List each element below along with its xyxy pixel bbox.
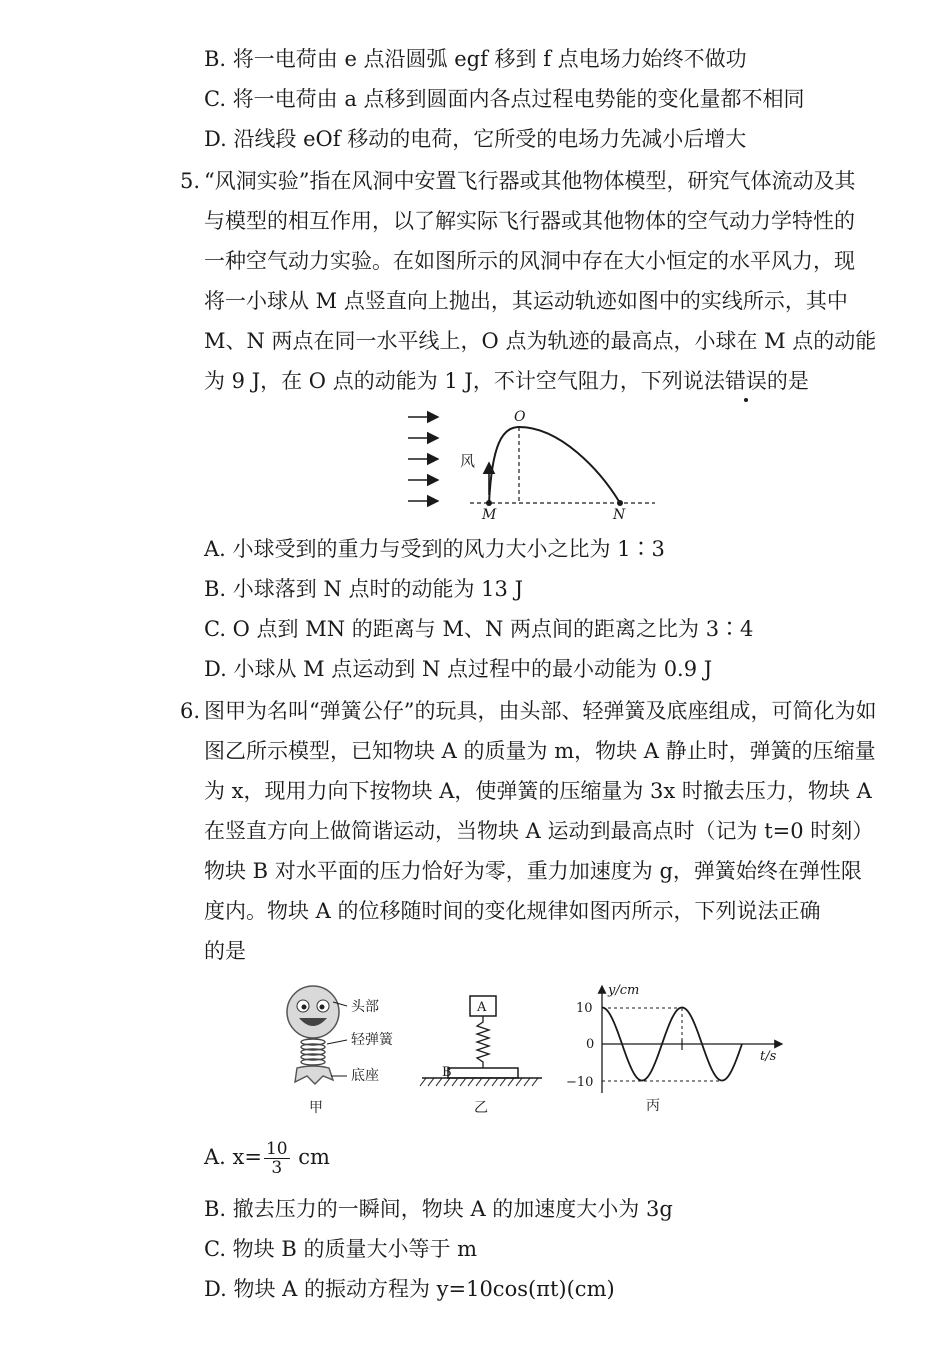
tick-label-zero: 0 xyxy=(586,1037,595,1052)
point-n xyxy=(617,500,623,506)
block-b xyxy=(448,1068,518,1078)
q5-emphasis: 错误 xyxy=(725,366,767,396)
label-spring: 轻弹簧 xyxy=(351,1032,393,1048)
tick-label-bottom: −10 xyxy=(566,1075,594,1090)
q5-option-c: C. O 点到 MN 的距离与 M、N 两点间的距离之比为 3∶4 xyxy=(204,617,754,641)
q6-option-b: B. 撤去压力的一瞬间，物块 A 的加速度大小为 3g xyxy=(204,1197,673,1221)
fraction-ten-thirds: $\frac{10}{3}$ xyxy=(265,1139,288,1178)
q5-line-4: 将一小球从 M 点竖直向上抛出，其运动轨迹如图中的实线所示，其中 xyxy=(204,289,848,313)
q4-option-b: B. 将一电荷由 e 点沿圆弧 egf 移到 f 点电场力始终不做功 xyxy=(204,47,747,71)
caption-jia: 甲 xyxy=(309,1100,323,1116)
q5-wind-tunnel-figure xyxy=(400,405,670,525)
label-a: A xyxy=(477,1000,487,1015)
y-axis-label: y/cm xyxy=(608,983,640,998)
label-n: N xyxy=(613,507,626,523)
toy-head xyxy=(287,986,339,1038)
x-axis-label: t/s xyxy=(760,1049,777,1064)
label-head: 头部 xyxy=(351,999,379,1015)
q6-line-2: 图乙所示模型，已知物块 A 的质量为 m，物块 A 静止时，弹簧的压缩量 xyxy=(204,739,876,763)
q6-option-a xyxy=(204,1140,330,1177)
q5-line-2: 与模型的相互作用，以了解实际飞行器或其他物体的空气动力学特性的 xyxy=(204,209,855,233)
caption-bing: 丙 xyxy=(646,1098,660,1114)
q5-line-1: “风洞实验”指在风洞中安置飞行器或其他物体模型，研究气体流动及其 xyxy=(204,169,856,193)
q6-line-5: 物块 B 对水平面的压力恰好为零，重力加速度为 g，弹簧始终在弹性限 xyxy=(204,859,862,883)
q6-figure-bing xyxy=(560,978,790,1118)
label-m: M xyxy=(482,507,497,523)
wind-arrows xyxy=(408,417,438,501)
q4-option-d: D. 沿线段 eOf 移动的电荷，它所受的电场力先减小后增大 xyxy=(204,127,747,151)
q5-line-3: 一种空气动力实验。在如图所示的风洞中存在大小恒定的水平风力，现 xyxy=(204,249,855,273)
q6-line-1: 图甲为名叫“弹簧公仔”的玩具，由头部、轻弹簧及底座组成，可简化为如 xyxy=(204,699,877,723)
q5-line-6-suffix: 的是 xyxy=(766,369,809,393)
q6-option-d: D. 物块 A 的振动方程为 y=10cos(πt)(cm) xyxy=(204,1277,615,1301)
toy-base xyxy=(295,1066,333,1084)
q5-line-6-prefix: 为 9 J，在 O 点的动能为 1 J，不计空气阻力，下列说法 xyxy=(204,369,725,393)
q6-line-4: 在竖直方向上做简谐运动，当物块 A 运动到最高点时（记为 t=0 时刻） xyxy=(204,819,874,843)
q5-line-6 xyxy=(204,366,809,396)
q5-option-b: B. 小球落到 N 点时的动能为 13 J xyxy=(204,577,523,601)
ground-hatch xyxy=(420,1078,538,1086)
q6-option-a-suffix: cm xyxy=(291,1145,330,1169)
point-m xyxy=(486,500,492,506)
q5-line-5: M、N 两点在同一水平线上，O 点为轨迹的最高点，小球在 M 点的动能 xyxy=(204,329,877,353)
q4-option-c: C. 将一电荷由 a 点移到圆面内各点过程电势能的变化量都不相同 xyxy=(204,87,805,111)
trajectory xyxy=(489,427,620,503)
q6-line-3: 为 x，现用力向下按物块 A，使弹簧的压缩量为 3x 时撤去压力，物块 A xyxy=(204,779,872,803)
wind-label: 风 xyxy=(460,452,476,470)
q6-line-6: 度内。物块 A 的位移随时间的变化规律如图丙所示，下列说法正确 xyxy=(204,899,821,923)
label-o: O xyxy=(514,409,526,425)
tick-label-top: 10 xyxy=(576,1001,593,1016)
caption-yi: 乙 xyxy=(474,1100,488,1116)
q6-option-a-prefix: A. x= xyxy=(204,1145,262,1169)
q6-figure-yi xyxy=(418,990,548,1120)
model-spring xyxy=(477,1016,489,1068)
label-base: 底座 xyxy=(351,1068,379,1084)
q6-number: 6. xyxy=(180,699,201,723)
q6-option-c: C. 物块 B 的质量大小等于 m xyxy=(204,1237,478,1261)
q6-figure-jia xyxy=(275,980,415,1120)
label-b: B xyxy=(442,1065,452,1080)
q6-line-7: 的是 xyxy=(204,939,246,963)
toy-spring xyxy=(301,1039,325,1065)
q5-number: 5. xyxy=(180,169,201,193)
q5-option-d: D. 小球从 M 点运动到 N 点过程中的最小动能为 0.9 J xyxy=(204,657,713,681)
q5-option-a: A. 小球受到的重力与受到的风力大小之比为 1∶3 xyxy=(204,537,665,561)
